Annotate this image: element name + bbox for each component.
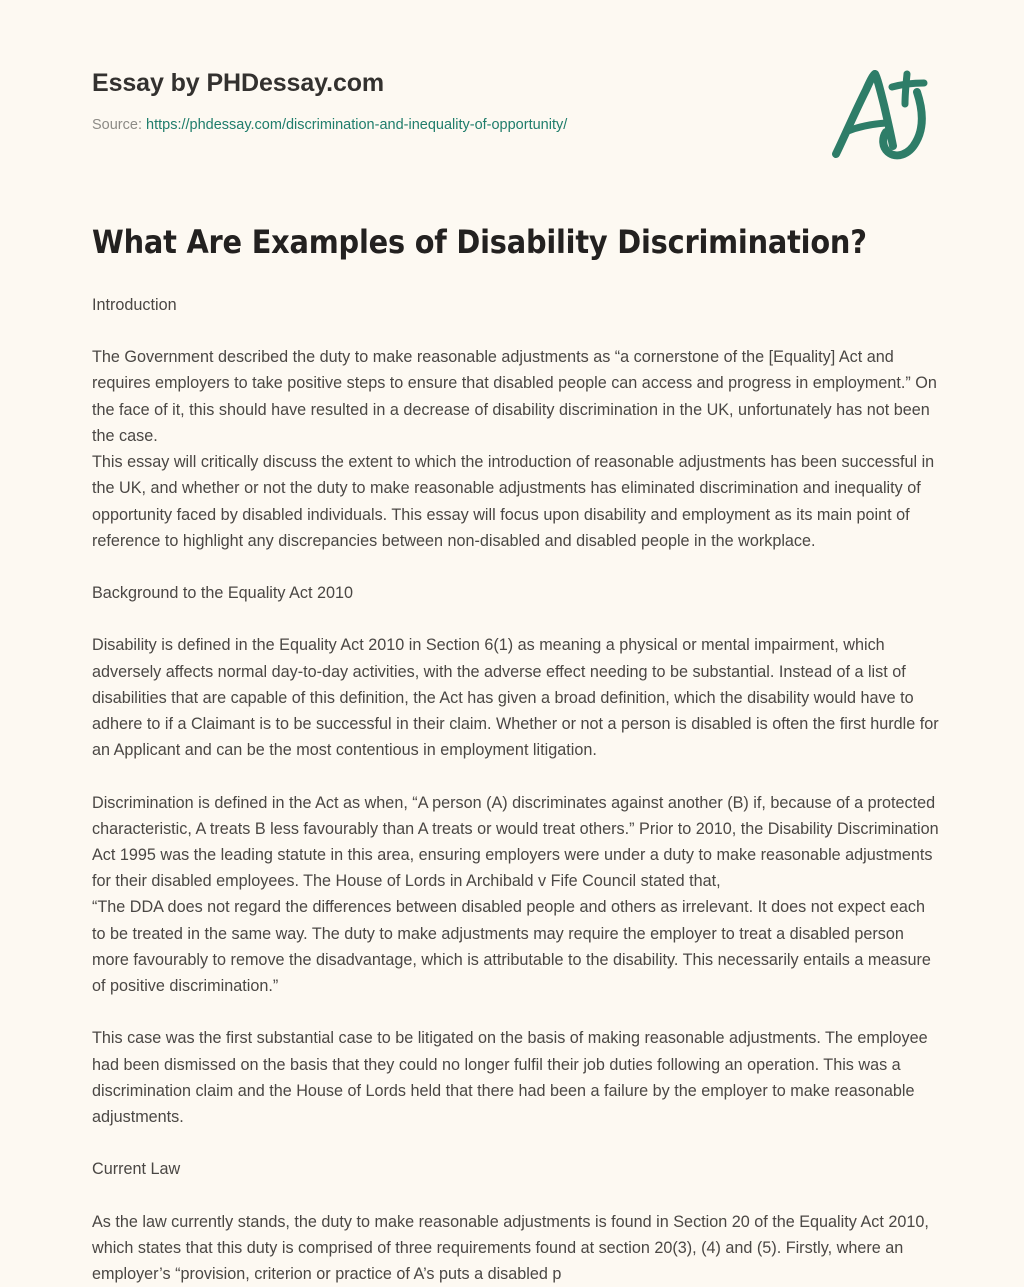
page-header (0, 0, 1024, 200)
body-paragraph: As the law currently stands, the duty to make reasonable adjustments is found in Section 20 of the Equality Act 2010, which states that this duty is comprised of three requirements found at section 20(3), (4) and (5). Firstly, where an employer’s “provision, criterion or practice of A’s puts a disabled p (92, 1212, 929, 1284)
body-paragraph: This case was the first substantial case to be litigated on the basis of making reasonable adjustments. The employee had been dismissed on the basis that they could no longer fulfil their job duties following an operation. This was a discrimination claim and the House of Lords held that there had been a failure by the employer to make reasonable adjustments. (92, 1029, 928, 1127)
brand-block (92, 70, 732, 134)
source-line (92, 117, 732, 134)
section-label: Background to the Equality Act 2010 (92, 584, 353, 603)
body-paragraph: “The DDA does not regard the differences between disabled people and others as irrelevant. It does not expect each to be treated in the same way. The duty to make adjustments may require the employer to treat a disabled person more favourably to remove the disadvantage, which is attributable to the disability. This necessarily entails a measure of positive discrimination.” (92, 898, 931, 996)
section-label: Current Law (92, 1160, 181, 1179)
source-url-link[interactable]: https://phdessay.com/discrimination-and-inequality-of-opportunity/ (146, 116, 568, 133)
a-plus-icon (828, 62, 940, 166)
brand-title: Essay by PHDessay.com (92, 69, 385, 97)
body-paragraph: Disability is defined in the Equality Act 2010 in Section 6(1) as meaning a physical or mental impairment, which adversely affects normal day-to-day activities, with the adverse effect needing to be substantial. Instead of a list of disabilities that are capable of this definition, the Act has given a broad definition, which the disability would have to adhere to if a Claimant is to be successful in their claim. Whether or not a person is disabled is often the first hurdle for an Applicant and can be the most contentious in employment litigation. (92, 636, 939, 760)
phdessay-a-plus-logo (828, 62, 940, 166)
body-paragraph: The Government described the duty to make reasonable adjustments as “a cornerstone of the [Equality] Act and requires employers to take positive steps to ensure that disabled people can access and progress in employment.” On the face of it, this should have resulted in a decrease of disability discrimination in the UK, unfortunately has not been the case. (92, 348, 937, 445)
body-paragraph: Discrimination is defined in the Act as when, “A person (A) discriminates against another (B) if, because of a protected characteristic, A treats B less favourably than A treats or would treat others.” Prior to 2010, the Disability Discrimination Act 1995 was the leading statute in this area, ensuring employers were under a duty to make reasonable adjustments for their disabled employees. The House of Lords in Archibald v Fife Council stated that, (92, 793, 939, 891)
source-label: Source: (92, 116, 142, 133)
section-label: Introduction (92, 296, 177, 314)
article-body (92, 222, 940, 1287)
article-blocks (92, 292, 940, 1287)
body-paragraph: This essay will critically discuss the extent to which the introduction of reasonable adjustments has been successful in the UK, and whether or not the duty to make reasonable adjustments has eliminated discrimination and inequality of opportunity faced by disabled individuals. This essay will focus upon disability and employment as its main point of reference to highlight any discrepancies between non-disabled and disabled people in the workplace. (92, 453, 935, 550)
page-title: What Are Examples of Disability Discrimination? (92, 223, 867, 261)
